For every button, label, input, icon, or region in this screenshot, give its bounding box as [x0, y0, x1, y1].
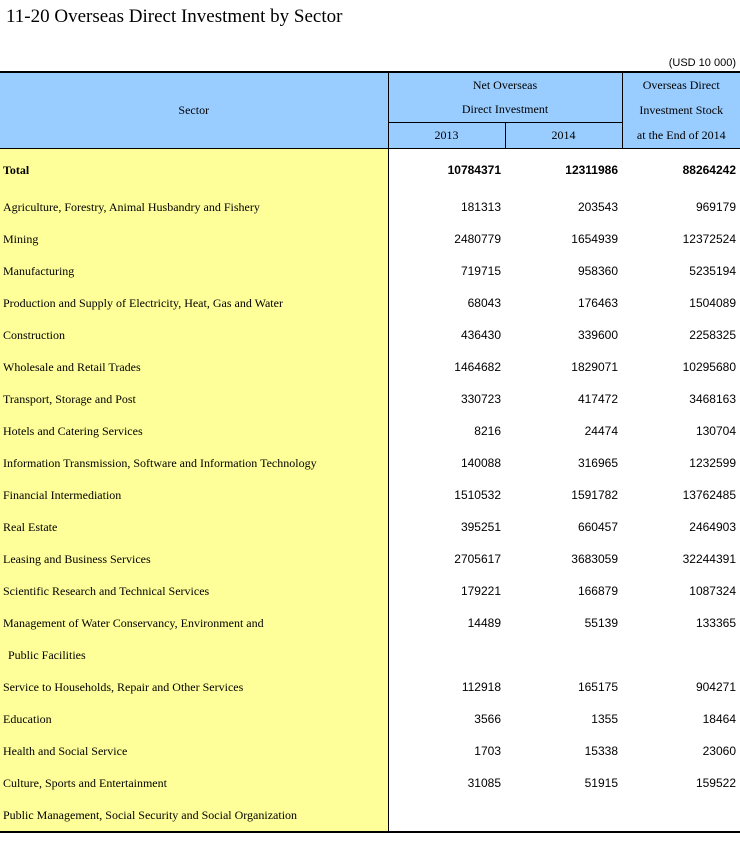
- sector-cell: Information Transmission, Software and Information Technology: [0, 447, 388, 479]
- table-row: [0, 639, 740, 671]
- stock-2014-cell: 1232599: [689, 456, 736, 470]
- value-2014-cell: 417472: [577, 392, 618, 406]
- value-2013-cell: 3566: [474, 712, 501, 726]
- stock-2014-cell: [622, 799, 740, 832]
- total-row: [0, 149, 740, 192]
- stock-2014-cell: 13762485: [682, 488, 736, 502]
- stock-2014-cell: 2258325: [689, 328, 736, 342]
- value-2013-cell: 330723: [460, 392, 501, 406]
- value-2014-cell: 660457: [577, 520, 618, 534]
- table-row: [0, 735, 740, 767]
- stock-2014-cell: 23060: [702, 744, 736, 758]
- value-2014-cell: 12311986: [565, 163, 618, 177]
- value-2014-cell: 203543: [577, 200, 618, 214]
- value-2014-cell: 1355: [591, 712, 618, 726]
- value-2014-cell: 316965: [577, 456, 618, 470]
- stock-2014-cell: 12372524: [682, 232, 736, 246]
- net-header-line-2: Direct Investment: [461, 102, 549, 117]
- stock-header-line-2: Investment Stock: [639, 103, 724, 117]
- table-row: [0, 671, 740, 703]
- stock-2014-cell: 5235194: [689, 264, 736, 278]
- sector-cell: Agriculture, Forestry, Animal Husbandry and Fishery: [0, 191, 388, 223]
- value-2013-cell: 1464682: [454, 360, 501, 374]
- unit-note: (USD 10 000): [668, 57, 736, 69]
- table-row: [0, 351, 740, 383]
- sector-cell: Total: [0, 149, 388, 192]
- table-row: [0, 767, 740, 799]
- stock-2014-cell: 159522: [695, 776, 736, 790]
- value-2013-cell: 68043: [467, 296, 501, 310]
- stock-2014-cell: 32244391: [682, 552, 736, 566]
- stock-2014-cell: 10295680: [682, 360, 736, 374]
- table-row: [0, 447, 740, 479]
- table-row: [0, 543, 740, 575]
- value-2013-cell: 14489: [467, 616, 501, 630]
- value-2014-cell: 3683059: [571, 552, 618, 566]
- year-2013-header: 2013: [388, 122, 505, 148]
- value-2014-cell: 176463: [577, 296, 618, 310]
- stock-2014-cell: 88264242: [682, 163, 736, 177]
- value-2013-cell: 140088: [460, 456, 501, 470]
- value-2013-cell: 179221: [460, 584, 501, 598]
- value-2014-cell: 958360: [577, 264, 618, 278]
- value-2013-cell: 1703: [474, 744, 501, 758]
- value-2014-cell: 165175: [577, 680, 618, 694]
- table-row: [0, 319, 740, 351]
- sector-cell: Culture, Sports and Entertainment: [0, 767, 388, 799]
- value-2014-cell: 24474: [584, 424, 618, 438]
- stock-header-line-1: Overseas Direct: [642, 78, 720, 92]
- value-2013-cell: 719715: [460, 264, 501, 278]
- value-2014-cell: 166879: [577, 584, 618, 598]
- value-2014-cell: 339600: [577, 328, 618, 342]
- value-2013-cell: 436430: [460, 328, 501, 342]
- value-2014-cell: 1829071: [571, 360, 618, 374]
- sector-cell: Scientific Research and Technical Services: [0, 575, 388, 607]
- table-row: [0, 287, 740, 319]
- sector-cell: Real Estate: [0, 511, 388, 543]
- stock-2014-cell: 3468163: [689, 392, 736, 406]
- table-row: [0, 575, 740, 607]
- sector-cell: Health and Social Service: [0, 735, 388, 767]
- table-header: [0, 72, 740, 149]
- table-body: [0, 149, 740, 833]
- table-row: [0, 799, 740, 832]
- value-2013-cell: [388, 799, 505, 832]
- value-2013-cell: 2705617: [454, 552, 501, 566]
- value-2014-cell: 55139: [584, 616, 618, 630]
- stock-2014-cell: 1087324: [689, 584, 736, 598]
- sector-column-header: Sector: [0, 72, 388, 149]
- sector-cell: Hotels and Catering Services: [0, 415, 388, 447]
- sector-cell: Public Management, Social Security and Social Organization: [0, 799, 388, 832]
- value-2014-cell: [505, 799, 622, 832]
- stock-2014-cell: 904271: [695, 680, 736, 694]
- table-row: [0, 383, 740, 415]
- table-row: [0, 415, 740, 447]
- table-row: [0, 255, 740, 287]
- stock-2014-cell: [622, 639, 740, 671]
- investment-stock-header: [622, 72, 740, 149]
- stock-header-line-3: at the End of 2014: [636, 128, 726, 142]
- sector-cell: Public Facilities: [0, 639, 388, 671]
- sector-cell: Wholesale and Retail Trades: [0, 351, 388, 383]
- value-2013-cell: [388, 639, 505, 671]
- sector-cell: Mining: [0, 223, 388, 255]
- value-2013-cell: 395251: [460, 520, 501, 534]
- stock-2014-cell: 18464: [702, 712, 736, 726]
- value-2014-cell: [505, 639, 622, 671]
- sector-cell: Manufacturing: [0, 255, 388, 287]
- net-investment-header: [388, 72, 622, 122]
- year-2014-header: 2014: [505, 122, 622, 148]
- stock-2014-cell: 130704: [695, 424, 736, 438]
- stock-2014-cell: 133365: [695, 616, 736, 630]
- value-2014-cell: 51915: [584, 776, 618, 790]
- value-2014-cell: 1591782: [571, 488, 618, 502]
- sector-cell: Transport, Storage and Post: [0, 383, 388, 415]
- value-2013-cell: 10784371: [447, 163, 501, 177]
- table-row: [0, 479, 740, 511]
- value-2013-cell: 2480779: [454, 232, 501, 246]
- value-2013-cell: 31085: [467, 776, 501, 790]
- table-row: [0, 191, 740, 223]
- sector-cell: Leasing and Business Services: [0, 543, 388, 575]
- table-row: [0, 223, 740, 255]
- stock-2014-cell: 1504089: [689, 296, 736, 310]
- sector-investment-table: [0, 71, 740, 833]
- sector-cell: Financial Intermediation: [0, 479, 388, 511]
- table-row: [0, 607, 740, 639]
- sector-cell: Production and Supply of Electricity, Heat, Gas and Water: [0, 287, 388, 319]
- value-2013-cell: 8216: [474, 424, 501, 438]
- value-2014-cell: 15338: [584, 744, 618, 758]
- sector-cell: Management of Water Conservancy, Environment and: [0, 607, 388, 639]
- stock-2014-cell: 969179: [695, 200, 736, 214]
- stock-2014-cell: 2464903: [689, 520, 736, 534]
- value-2013-cell: 181313: [460, 200, 501, 214]
- value-2014-cell: 1654939: [571, 232, 618, 246]
- sector-cell: Construction: [0, 319, 388, 351]
- net-header-line-1: Net Overseas: [472, 78, 538, 93]
- value-2013-cell: 112918: [461, 680, 501, 694]
- table-row: [0, 511, 740, 543]
- value-2013-cell: 1510532: [454, 488, 501, 502]
- page-title: 11-20 Overseas Direct Investment by Sector: [6, 6, 343, 27]
- table-row: [0, 703, 740, 735]
- sector-cell: Service to Households, Repair and Other Services: [0, 671, 388, 703]
- sector-cell: Education: [0, 703, 388, 735]
